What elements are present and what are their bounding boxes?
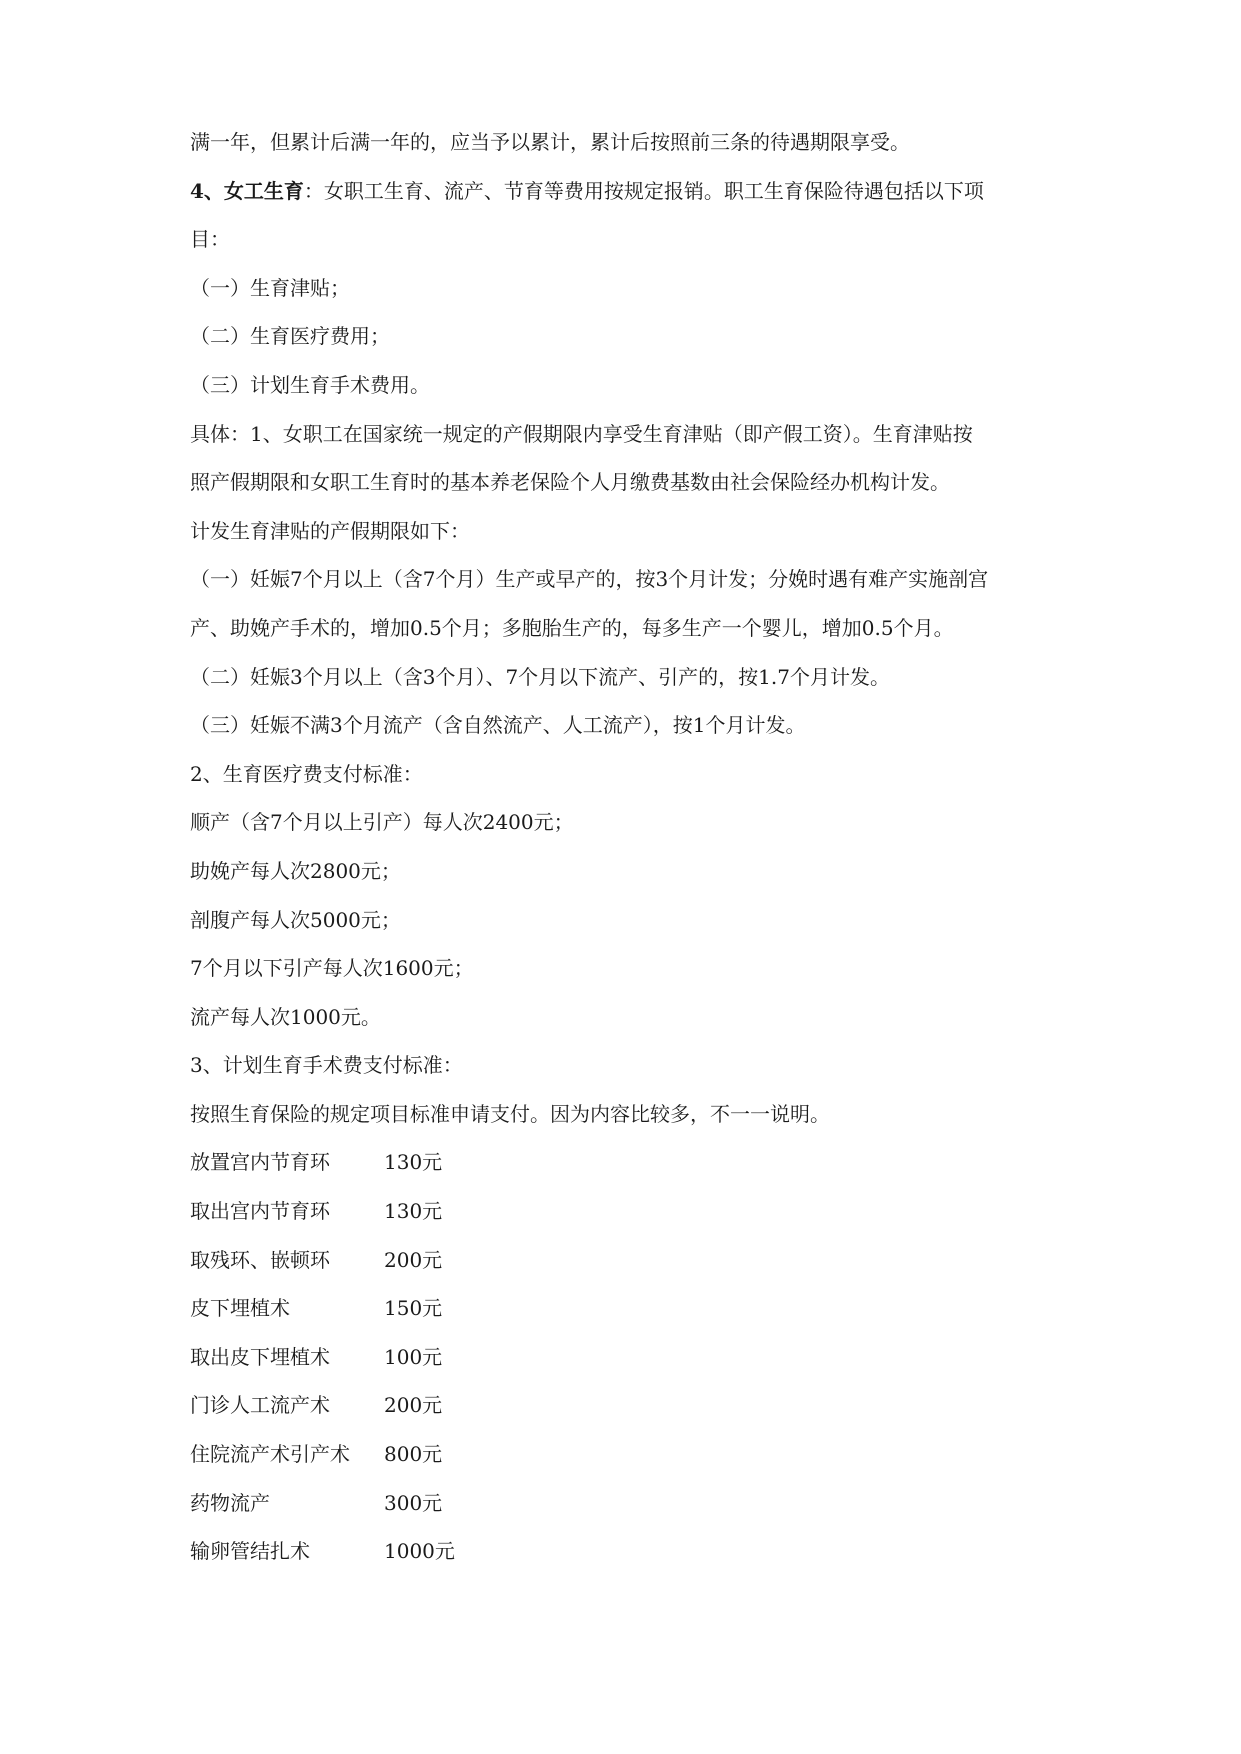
list-item: 助娩产每人次2800元； — [190, 858, 401, 883]
fee-row — [190, 1527, 1060, 1576]
fee-row — [190, 1381, 1060, 1430]
paragraph-line: 照产假期限和女职工生育时的基本养老保险个人月缴费基数由社会保险经办机构计发。 — [190, 470, 950, 495]
fee-name: 输卵管结扎术 — [190, 1539, 310, 1564]
fee-name: 取残环、嵌顿环 — [190, 1247, 330, 1272]
list-item: （二）妊娠3个月以上（含3个月）、7个月以下流产、引产的，按1.7个月计发。 — [190, 664, 890, 689]
list-item: （二）生育医疗费用； — [190, 324, 390, 349]
fee-row — [190, 1284, 1060, 1333]
paragraph-line: 具体：1、女职工在国家统一规定的产假期限内享受生育津贴（即产假工资）。生育津贴按 — [190, 421, 973, 446]
list-item: 剖腹产每人次5000元； — [190, 907, 401, 932]
fee-amount: 130元 — [384, 1150, 443, 1175]
fee-amount: 130元 — [384, 1199, 443, 1224]
list-item: 产、助娩产手术的，增加0.5个月；多胞胎生产的，每多生产一个婴儿，增加0.5个月。 — [190, 615, 954, 640]
list-item: （一）妊娠7个月以上（含7个月）生产或早产的，按3个月计发；分娩时遇有难产实施剖宫 — [190, 567, 989, 592]
fee-name: 放置宫内节育环 — [190, 1150, 330, 1175]
fee-name: 取出皮下埋植术 — [190, 1344, 330, 1369]
fee-row — [190, 1479, 1060, 1528]
paragraph-line: 目： — [190, 227, 230, 252]
fee-name: 住院流产术引产术 — [190, 1442, 350, 1467]
fee-amount: 200元 — [384, 1247, 443, 1272]
section-heading: 4、女工生育 — [190, 178, 304, 203]
fee-amount: 100元 — [384, 1344, 443, 1369]
paragraph-line: 满一年，但累计后满一年的，应当予以累计，累计后按照前三条的待遇期限享受。 — [190, 130, 910, 154]
fee-row — [190, 1187, 1060, 1236]
list-item: 顺产（含7个月以上引产）每人次2400元； — [190, 810, 574, 835]
fee-name: 药物流产 — [190, 1490, 270, 1515]
list-item: （三）妊娠不满3个月流产（含自然流产、人工流产），按1个月计发。 — [190, 713, 806, 738]
list-item: （三）计划生育手术费用。 — [190, 372, 430, 397]
section-heading-text: ：女职工生育、流产、节育等费用按规定报销。职工生育保险待遇包括以下项 — [303, 178, 984, 203]
document-page — [190, 118, 1060, 1576]
fee-amount: 800元 — [384, 1442, 443, 1467]
list-item: 7个月以下引产每人次1600元； — [190, 956, 474, 981]
fee-amount: 1000元 — [384, 1539, 455, 1564]
subsection-title: 2、生育医疗费支付标准： — [190, 761, 423, 786]
fee-row — [190, 1430, 1060, 1479]
fee-row — [190, 1236, 1060, 1285]
subsection-title: 3、计划生育手术费支付标准： — [190, 1053, 463, 1078]
fee-name: 皮下埋植术 — [190, 1296, 290, 1321]
section-heading-line — [190, 167, 1060, 216]
paragraph-line: 计发生育津贴的产假期限如下： — [190, 518, 470, 543]
list-item: 流产每人次1000元。 — [190, 1004, 381, 1029]
fee-row — [190, 1138, 1060, 1187]
paragraph-line: 按照生育保险的规定项目标准申请支付。因为内容比较多，不一一说明。 — [190, 1101, 830, 1126]
fee-amount: 300元 — [384, 1490, 443, 1515]
fee-amount: 150元 — [384, 1296, 443, 1321]
fee-amount: 200元 — [384, 1393, 443, 1418]
fee-row — [190, 1333, 1060, 1382]
fee-name: 取出宫内节育环 — [190, 1199, 330, 1224]
fee-name: 门诊人工流产术 — [190, 1393, 330, 1418]
list-item: （一）生育津贴； — [190, 275, 350, 300]
